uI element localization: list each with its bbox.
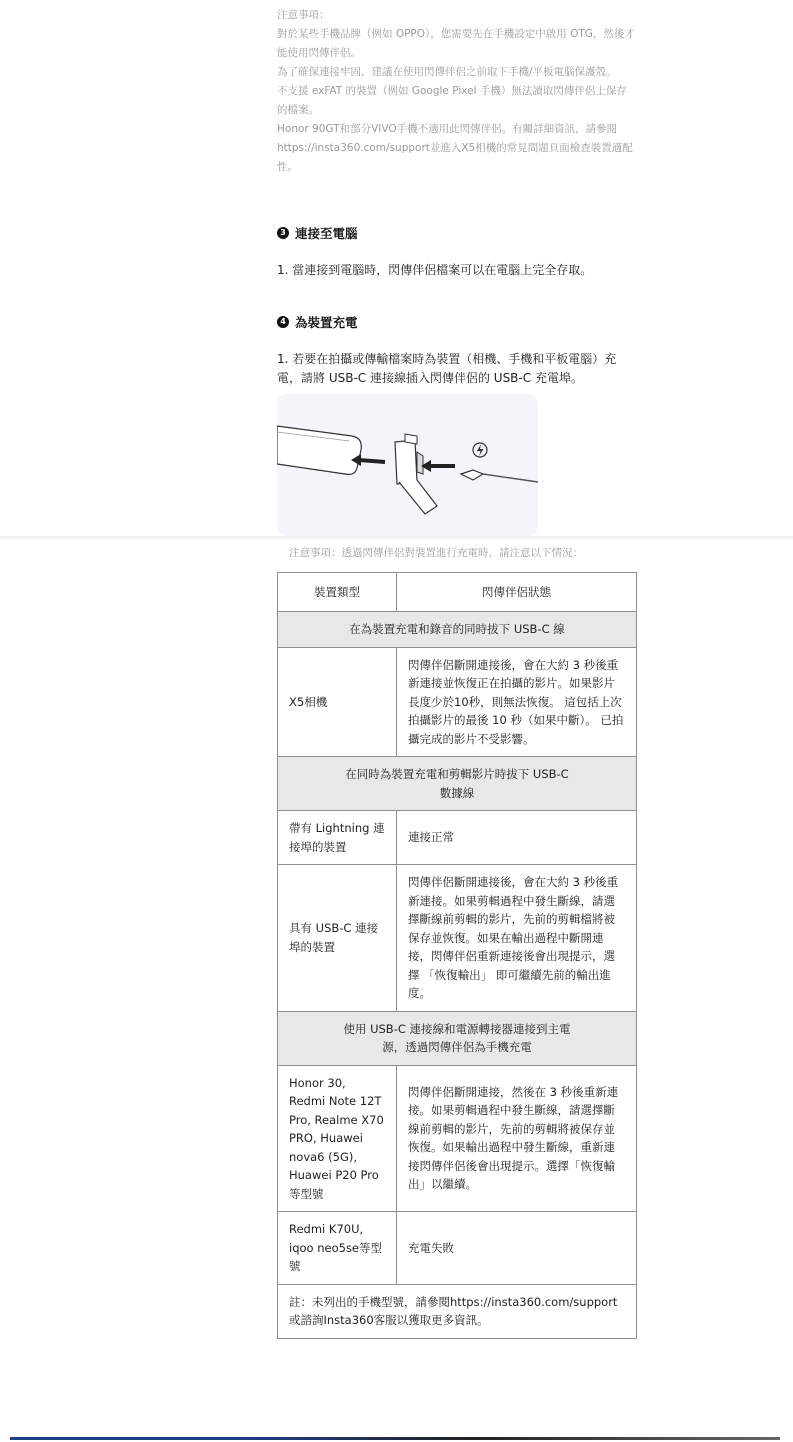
table-footnote: 註：未列出的手機型號，請參閱https://insta360.com/support或諮詢Insta360客服以獲取更多資訊。 [278, 1284, 637, 1338]
table-group-row [278, 757, 637, 811]
note-line: 對於某些手機品牌（例如 OPPO），您需要先在手機設定中啟用 OTG，然後才能使用閃傳伴侶。 [277, 28, 635, 59]
header-device-type: 裝置類型 [278, 573, 397, 612]
table-row [278, 647, 637, 757]
table-group-row [278, 1011, 637, 1065]
table-note: 注意事項：透過閃傳伴侶對裝置進行充電時，請注意以下情況： [289, 547, 583, 559]
group-heading: 使用 USB-C 連接線和電源轉接器連接到主電源，透過閃傳伴侶為手機充電 [278, 1011, 637, 1065]
device-cell: 帶有 Lightning 連接埠的裝置 [278, 811, 397, 865]
table-row [278, 1212, 637, 1285]
bottom-scroll-bar [10, 1437, 780, 1440]
section-4-heading [277, 313, 637, 331]
note-line: 為了確保連接牢固，建議在使用閃傳伴侶之前取下手機/平板電腦保護殼。 [277, 66, 617, 78]
section-4-title: 為裝置充電 [295, 315, 358, 330]
device-cell: X5相機 [278, 647, 397, 757]
section-divider [0, 536, 793, 542]
section-3-heading [277, 224, 637, 242]
step-number-badge: 4 [277, 316, 289, 328]
step-number-badge: 3 [277, 227, 289, 239]
notes-block [277, 6, 637, 177]
device-cell: 具有 USB-C 連接埠的裝置 [278, 865, 397, 1012]
status-cell: 充電失敗 [397, 1212, 637, 1285]
table-row [278, 1065, 637, 1212]
status-cell: 連接正常 [397, 811, 637, 865]
section-3-step: 1. 當連接到電腦時，閃傳伴侶檔案可以在電腦上完全存取。 [277, 263, 593, 277]
device-cell: Redmi K70U, iqoo neo5se等型號 [278, 1212, 397, 1285]
note-line: Honor 90GT和部分VIVO手機不適用此閃傳伴侶。有關詳細資訊，請參閱https://insta360.com/support並進入X5相機的常見問題頁面檢查裝置適配性。 [277, 123, 633, 173]
group-heading: 在同時為裝置充電和剪輯影片時拔下 USB-C 數據線 [278, 757, 637, 811]
device-cell: Honor 30, Redmi Note 12T Pro, Realme X70 PRO, Huawei nova6 (5G), Huawei P20 Pro 等型號 [278, 1065, 397, 1212]
status-cell: 閃傳伴侶斷開連接後，會在大約 3 秒後重新連接。如果剪輯過程中發生斷線，請選擇斷線前剪輯的影片，先前的剪輯檔將被保存並恢復。如果在輸出過程中斷開連接，閃傳伴侶重新連接後會出現提示，選擇 「恢復輸出」 即可繼續先前的輸出進度。 [397, 865, 637, 1012]
section-3-title: 連接至電腦 [295, 226, 358, 241]
group-heading: 在為裝置充電和錄音的同時拔下 USB-C 線 [278, 612, 637, 648]
table-row [278, 865, 637, 1012]
charging-status-table [277, 572, 637, 1339]
note-line: 不支援 exFAT 的裝置（例如 Google Pixel 手機）無法讀取閃傳伴侶上保存的檔案。 [277, 85, 627, 116]
charging-bolt-icon [473, 443, 487, 457]
table-footnote-row [278, 1284, 637, 1338]
charging-illustration [277, 394, 538, 536]
header-companion-status: 閃傳伴侶狀態 [397, 573, 637, 612]
charging-diagram [277, 394, 538, 536]
notes-title: 注意事項： [277, 9, 330, 21]
table-group-row [278, 612, 637, 648]
table-header-row [278, 573, 637, 612]
status-cell: 閃傳伴侶斷開連接，然後在 3 秒後重新連接。如果剪輯過程中發生斷線，請選擇斷線前剪輯的影片，先前的剪輯將被保存並恢復。如果輸出過程中發生斷線，重新連接閃傳伴侶後會出現提示。選擇「恢復輸出」以繼續。 [397, 1065, 637, 1212]
table-row [278, 811, 637, 865]
status-cell: 閃傳伴侶斷開連接後，會在大約 3 秒後重新連接並恢復正在拍攝的影片。如果影片長度少於10秒，則無法恢復。 這包括上次拍攝影片的最後 10 秒（如果中斷）。 已拍攝完成的影片不受影響。 [397, 647, 637, 757]
section-4-step: 1. 若要在拍攝或傳輸檔案時為裝置（相機、手機和平板電腦）充電，請將 USB-C 連接線插入閃傳伴侶的 USB-C 充電埠。 [277, 352, 617, 385]
